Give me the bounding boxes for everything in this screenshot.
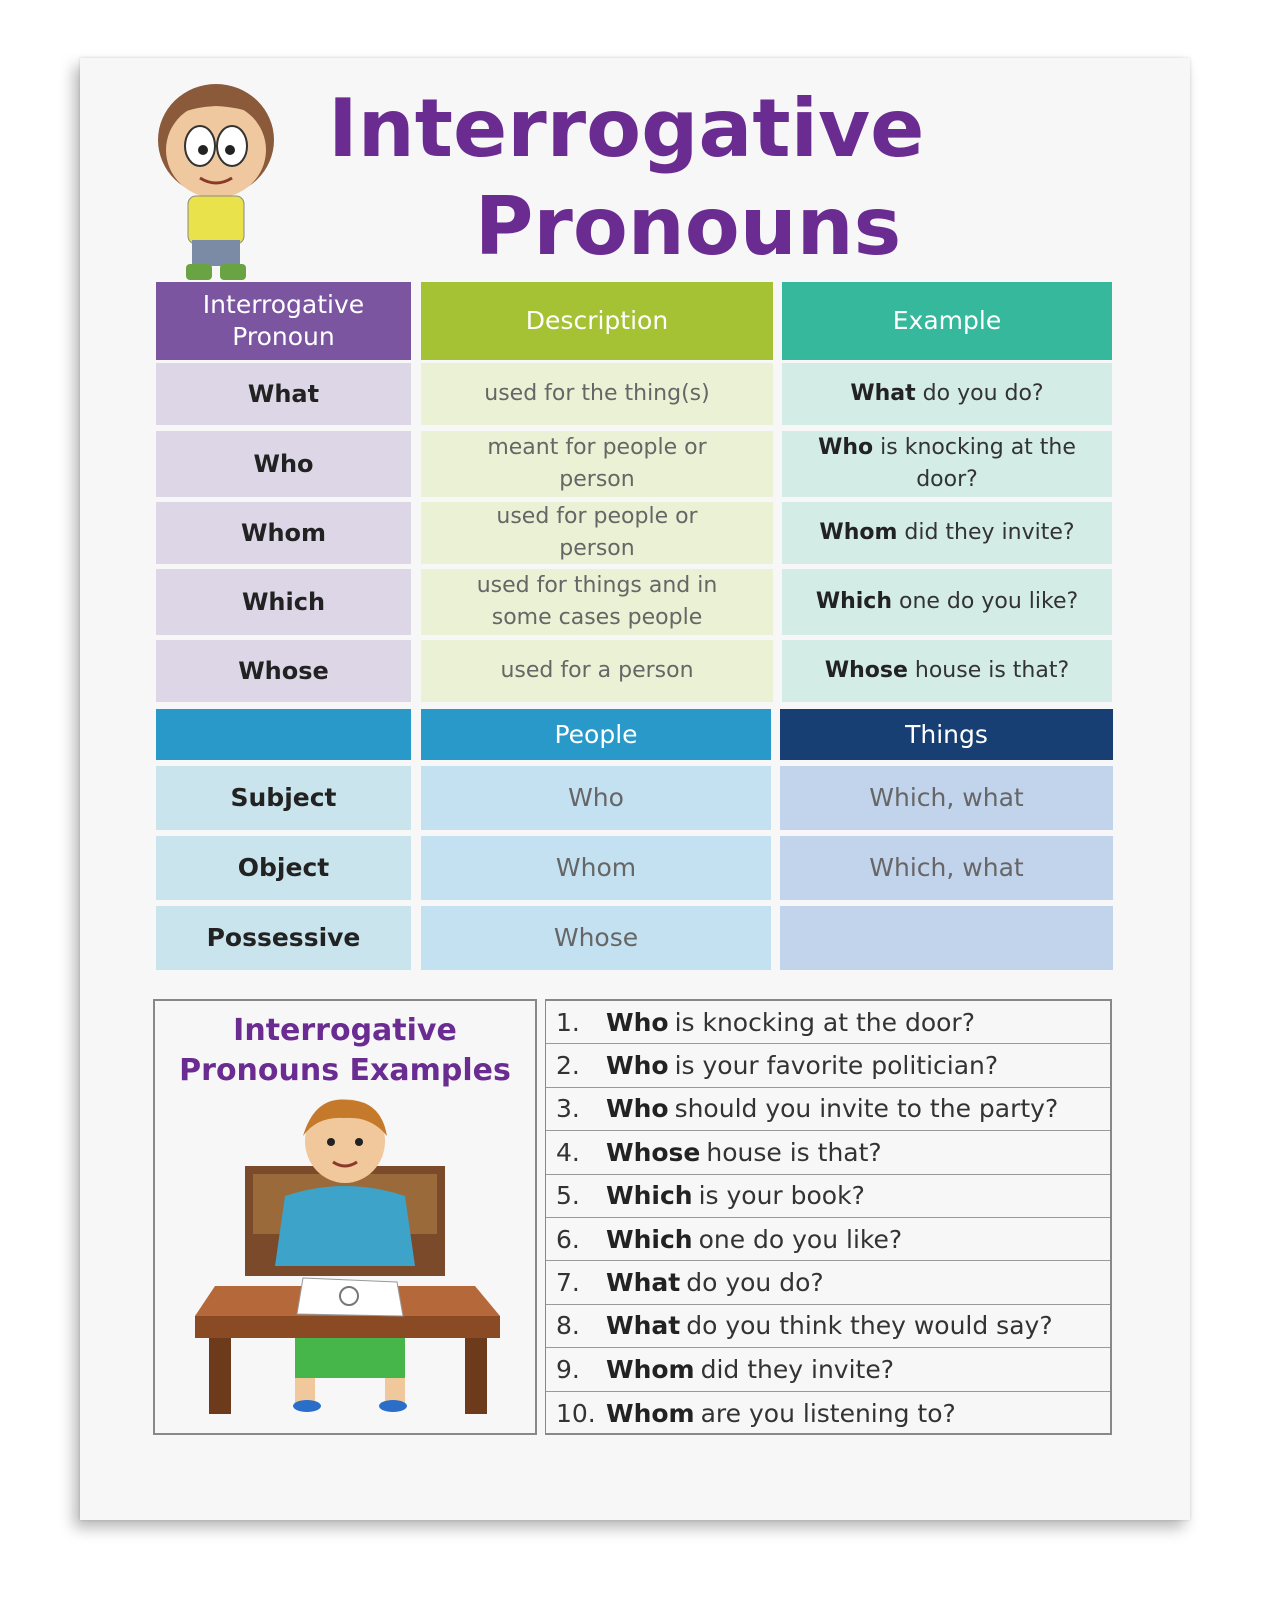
case-label-cell: Object — [156, 836, 411, 900]
item-keyword: Which — [606, 1224, 693, 1254]
item-number: 6. — [556, 1224, 580, 1254]
item-rest: is your book? — [698, 1181, 865, 1211]
item-number: 2. — [556, 1051, 580, 1081]
item-keyword: Whom — [606, 1354, 695, 1384]
item-number: 8. — [556, 1311, 580, 1341]
example-list-item — [546, 1305, 1110, 1348]
example-list-item — [546, 1131, 1110, 1174]
pronoun-cell: Who — [156, 431, 411, 497]
description-cell: used for the thing(s) — [421, 363, 773, 425]
example-list-item — [546, 1348, 1110, 1391]
example-cell — [782, 502, 1112, 564]
pronoun-cell: Whom — [156, 502, 411, 564]
page-title — [328, 80, 1048, 276]
item-keyword: Whose — [606, 1137, 701, 1167]
item-keyword: Who — [606, 1094, 669, 1124]
description-cell: used for people or person — [421, 502, 773, 564]
pronoun-cell: Which — [156, 569, 411, 635]
pronoun-cell: Whose — [156, 640, 411, 702]
example-cell — [782, 431, 1112, 497]
item-rest: do you do? — [686, 1268, 824, 1298]
poster — [80, 58, 1190, 1520]
example-rest: is knocking at the door? — [880, 435, 1076, 492]
example-list-item — [546, 1088, 1110, 1131]
title-line-1: Interrogative — [328, 82, 925, 175]
item-number: 9. — [556, 1354, 580, 1384]
people-cell: Whom — [421, 836, 771, 900]
header-things: Things — [780, 709, 1113, 760]
example-sentence — [819, 517, 1074, 549]
item-number: 4. — [556, 1137, 580, 1167]
item-keyword: Who — [606, 1051, 669, 1081]
example-keyword: Who — [818, 435, 874, 460]
cartoon-boy-icon — [148, 78, 283, 288]
item-rest: house is that? — [706, 1137, 882, 1167]
example-cell — [782, 640, 1112, 702]
examples-list — [545, 999, 1112, 1435]
pronoun-cell: What — [156, 363, 411, 425]
example-list-item — [546, 1218, 1110, 1261]
item-rest: is knocking at the door? — [674, 1007, 975, 1037]
example-rest: do you do? — [922, 381, 1044, 406]
boy-at-desk-icon — [175, 1096, 515, 1416]
item-rest: did they invite? — [700, 1354, 894, 1384]
header-description: Description — [421, 282, 773, 360]
item-number: 3. — [556, 1094, 580, 1124]
item-keyword: Who — [606, 1007, 669, 1037]
example-list-item — [546, 1261, 1110, 1304]
example-keyword: Whose — [824, 658, 908, 683]
case-label-cell: Possessive — [156, 906, 411, 970]
example-cell — [782, 569, 1112, 635]
item-number: 5. — [556, 1181, 580, 1211]
examples-heading-line-1: Interrogative — [233, 1013, 457, 1048]
example-sentence — [825, 655, 1069, 687]
example-list-item — [546, 1001, 1110, 1044]
header-example: Example — [782, 282, 1112, 360]
case-label-cell: Subject — [156, 766, 411, 830]
example-list-item — [546, 1044, 1110, 1087]
title-line-2: Pronouns — [474, 180, 902, 273]
header-blank — [156, 709, 411, 760]
things-cell: Which, what — [780, 766, 1113, 830]
item-keyword: Which — [606, 1181, 693, 1211]
example-cell — [782, 363, 1112, 425]
things-cell: Which, what — [780, 836, 1113, 900]
item-number: 7. — [556, 1268, 580, 1298]
item-rest: one do you like? — [698, 1224, 903, 1254]
item-keyword: What — [606, 1311, 681, 1341]
item-rest: is your favorite politician? — [674, 1051, 999, 1081]
description-cell: used for a person — [421, 640, 773, 702]
example-rest: one do you like? — [899, 589, 1079, 614]
example-sentence — [792, 432, 1102, 496]
example-list-item — [546, 1392, 1110, 1435]
example-rest: house is that? — [914, 658, 1070, 683]
description-cell: meant for people or person — [421, 431, 773, 497]
item-rest: are you listening to? — [700, 1398, 956, 1428]
people-cell: Whose — [421, 906, 771, 970]
example-sentence — [816, 586, 1078, 618]
header-people: People — [421, 709, 771, 760]
example-sentence — [850, 378, 1043, 410]
item-keyword: What — [606, 1268, 681, 1298]
item-keyword: Whom — [606, 1398, 695, 1428]
item-rest: should you invite to the party? — [674, 1094, 1059, 1124]
header-interrogative-pronoun: Interrogative Pronoun — [156, 282, 411, 360]
example-keyword: What — [850, 381, 916, 406]
item-rest: do you think they would say? — [686, 1311, 1053, 1341]
example-rest: did they invite? — [904, 520, 1075, 545]
example-keyword: Which — [815, 589, 892, 614]
examples-panel — [153, 999, 537, 1435]
example-list-item — [546, 1175, 1110, 1218]
item-number: 10. — [556, 1398, 596, 1428]
example-keyword: Whom — [819, 520, 898, 545]
item-number: 1. — [556, 1007, 580, 1037]
description-cell: used for things and in some cases people — [421, 569, 773, 635]
examples-heading — [155, 1011, 535, 1091]
examples-heading-line-2: Pronouns Examples — [179, 1053, 511, 1088]
things-cell — [780, 906, 1113, 970]
people-cell: Who — [421, 766, 771, 830]
